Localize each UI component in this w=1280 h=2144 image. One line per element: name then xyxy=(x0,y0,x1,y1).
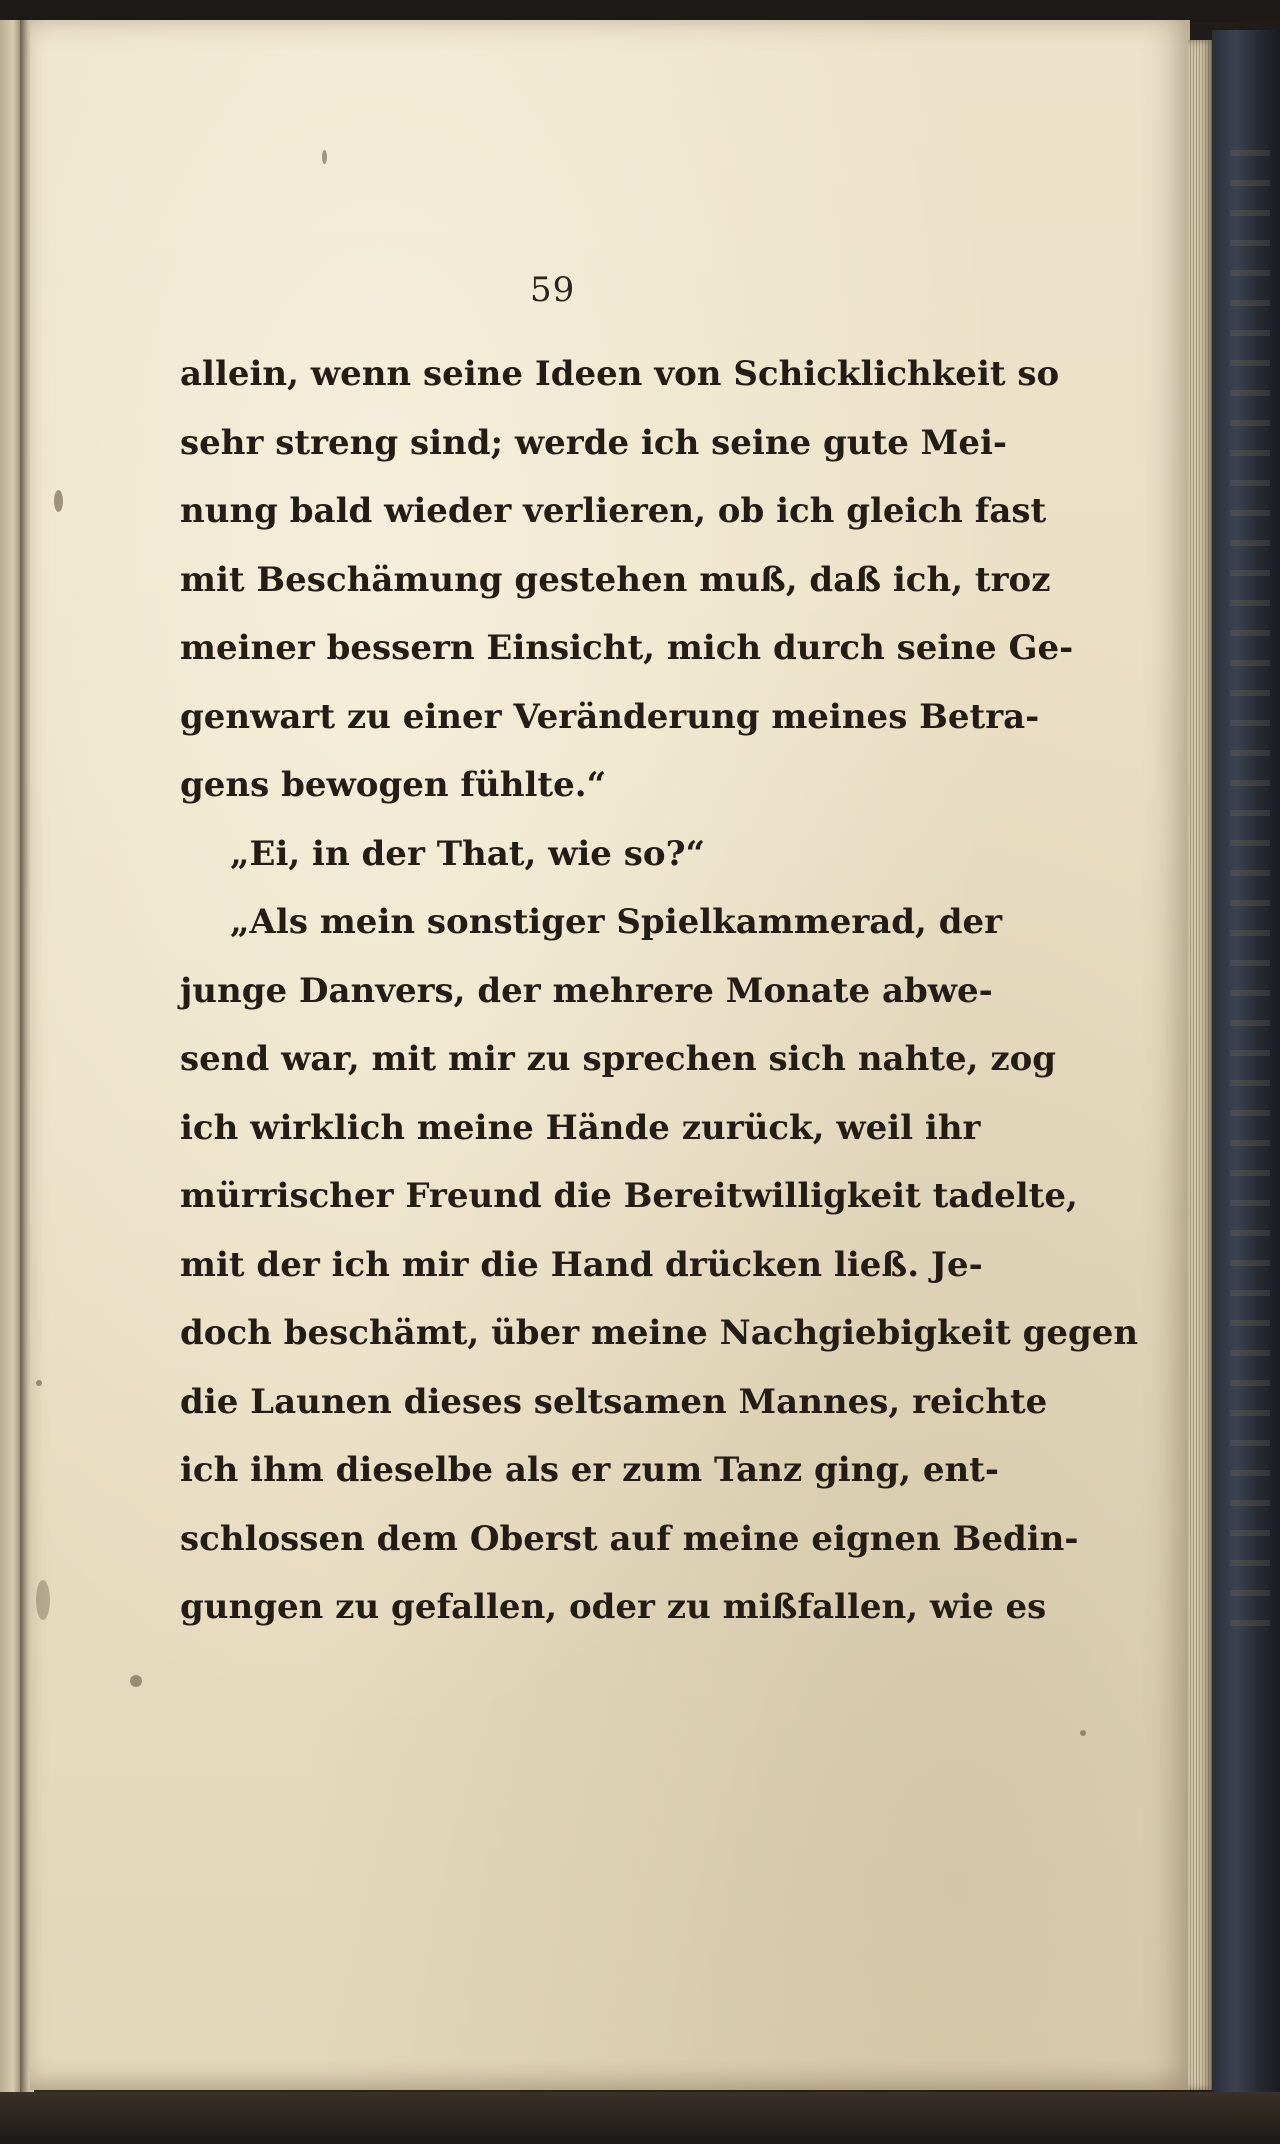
scan-top-border xyxy=(0,0,1280,22)
text-line: mürrischer Freund die Bereitwilligkeit tadelte, xyxy=(180,1176,1078,1216)
text-line: „Als mein sonstiger Spielkammerad, der xyxy=(230,902,1003,942)
page-stack-edge xyxy=(1188,40,1214,2090)
text-line: mit Beschämung gestehen muß, daß ich, troz xyxy=(180,559,1051,600)
text-line: gungen zu gefallen, oder zu mißfallen, wie es xyxy=(180,1587,1047,1627)
text-line: „Ei, in der That, wie so?“ xyxy=(230,833,706,874)
text-line: ich wirklich meine Hände zurück, weil ihr xyxy=(180,1107,981,1148)
scan-bottom-border xyxy=(0,2092,1280,2144)
book-page xyxy=(30,20,1190,2090)
text-line: meiner bessern Einsicht, mich durch seine Ge- xyxy=(180,628,1074,668)
text-line: mit der ich mir die Hand drücken ließ. Je- xyxy=(180,1244,983,1285)
paper-speck xyxy=(36,1580,50,1620)
page-number: 59 xyxy=(530,270,576,310)
paper-speck xyxy=(322,150,327,164)
body-text xyxy=(180,340,1139,1642)
text-line: junge Danvers, der mehrere Monate abwe- xyxy=(180,970,993,1011)
text-line: ich ihm dieselbe als er zum Tanz ging, ent- xyxy=(180,1450,999,1490)
cover-wear-texture xyxy=(1230,150,1270,1650)
text-line: nung bald wieder verlieren, ob ich gleich fast xyxy=(180,491,1047,531)
text-line: send war, mit mir zu sprechen sich nahte, zog xyxy=(180,1039,1057,1079)
text-line: gens bewogen fühlte.“ xyxy=(180,765,607,805)
facing-page-edge xyxy=(0,20,22,2100)
text-line: doch beschämt, über meine Nachgiebigkeit gegen xyxy=(180,1313,1139,1353)
paper-speck xyxy=(36,1380,42,1386)
paper-speck xyxy=(54,490,63,512)
text-line: allein, wenn seine Ideen von Schicklichkeit so xyxy=(180,354,1060,394)
paper-speck xyxy=(130,1675,142,1687)
paper-speck xyxy=(1080,1730,1086,1736)
text-line: sehr streng sind; werde ich seine gute Mei- xyxy=(180,422,1007,463)
text-line: die Launen dieses seltsamen Mannes, reichte xyxy=(180,1381,1048,1422)
text-line: genwart zu einer Veränderung meines Betra- xyxy=(180,696,1040,737)
text-line: schlossen dem Oberst auf meine eignen Bedin- xyxy=(180,1518,1079,1559)
